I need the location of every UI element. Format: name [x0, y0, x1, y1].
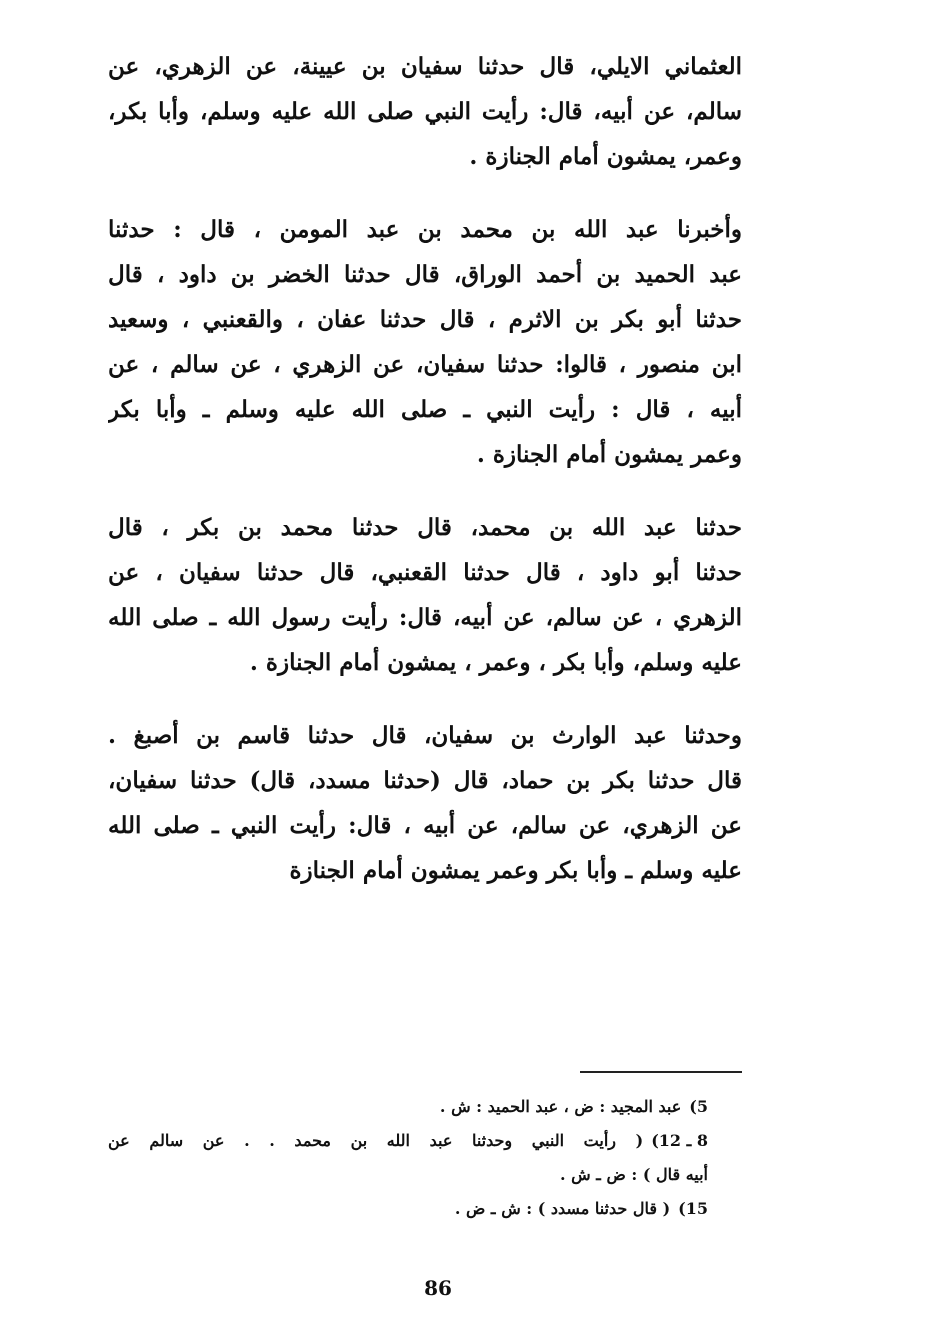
text-line: وحدثنا عبد الوارث بن سفيان، قال حدثنا قاسم بن أصبغ .: [108, 722, 742, 749]
text-line: العثماني الايلي، قال حدثنا سفيان بن عيينة، عن الزهري، عن: [108, 53, 742, 80]
footnote-line: [108, 1124, 708, 1158]
footnote-text: أبيه قال ) : ض ـ ش .: [559, 1165, 708, 1184]
footnote-text: ( قال حدثنا مسدد ) : ش ـ ض .: [454, 1199, 671, 1218]
text-line: حدثنا عبد الله بن محمد، قال حدثنا محمد بن بكر ، قال: [108, 514, 742, 541]
paragraph-2: [108, 207, 742, 477]
main-text: [108, 44, 742, 921]
paragraph-1: [108, 44, 742, 179]
footnote-line: [108, 1192, 708, 1226]
text-line: عن الزهري، عن سالم، عن أبيه ، قال: رأيت النبي ـ صلى الله: [108, 812, 742, 839]
footnote-line: [108, 1158, 708, 1192]
footnote-divider: [580, 1071, 742, 1073]
footnote-text: ( رأيت النبي وحدثنا عبد الله بن محمد . . عن سالم عن: [108, 1131, 644, 1150]
footnote-text: عبد المجيد : ض ، عبد الحميد : ش .: [439, 1097, 682, 1116]
page-number: 86: [424, 1276, 452, 1300]
footnote-number: 15): [678, 1199, 708, 1218]
text-line: أبيه ، قال : رأيت النبي ـ صلى الله عليه وسلم ـ وأبا بكر: [108, 396, 742, 423]
text-line: عليه وسلم، وأبا بكر ، وعمر ، يمشون أمام الجنازة .: [249, 649, 742, 676]
text-line: سالم، عن أبيه، قال: رأيت النبي صلى الله عليه وسلم، وأبا بكر،: [108, 98, 742, 125]
text-line: حدثنا أبو بكر بن الاثرم ، قال حدثنا عفان ، والقعنبي ، وسعيد: [108, 306, 742, 333]
text-line: عبد الحميد بن أحمد الوراق، قال حدثنا الخضر بن داود ، قال: [108, 261, 742, 288]
text-line: وعمر، يمشون أمام الجنازة .: [469, 143, 742, 170]
footnotes: [108, 1090, 708, 1226]
text-line: قال حدثنا بكر بن حماد، قال (حدثنا مسدد، قال) حدثنا سفيان،: [108, 767, 742, 794]
text-line: حدثنا أبو داود ، قال حدثنا القعنبي، قال حدثنا سفيان ، عن: [108, 559, 742, 586]
footnote-line: [108, 1090, 708, 1124]
text-line: الزهري ، عن سالم، عن أبيه، قال: رأيت رسول الله ـ صلى الله: [108, 604, 742, 631]
text-line: عليه وسلم ـ وأبا بكر وعمر يمشون أمام الجنازة: [289, 857, 742, 884]
footnote-number: 8 ـ 12): [651, 1131, 708, 1150]
text-line: ابن منصور ، قالوا: حدثنا سفيان، عن الزهري ، عن سالم ، عن: [108, 351, 742, 378]
footnote-number: 5): [689, 1097, 708, 1116]
text-line: وعمر يمشون أمام الجنازة .: [476, 441, 742, 468]
paragraph-3: [108, 505, 742, 685]
paragraph-4: [108, 713, 742, 893]
text-line: وأخبرنا عبد الله بن محمد بن عبد المومن ، قال : حدثنا: [108, 216, 742, 243]
